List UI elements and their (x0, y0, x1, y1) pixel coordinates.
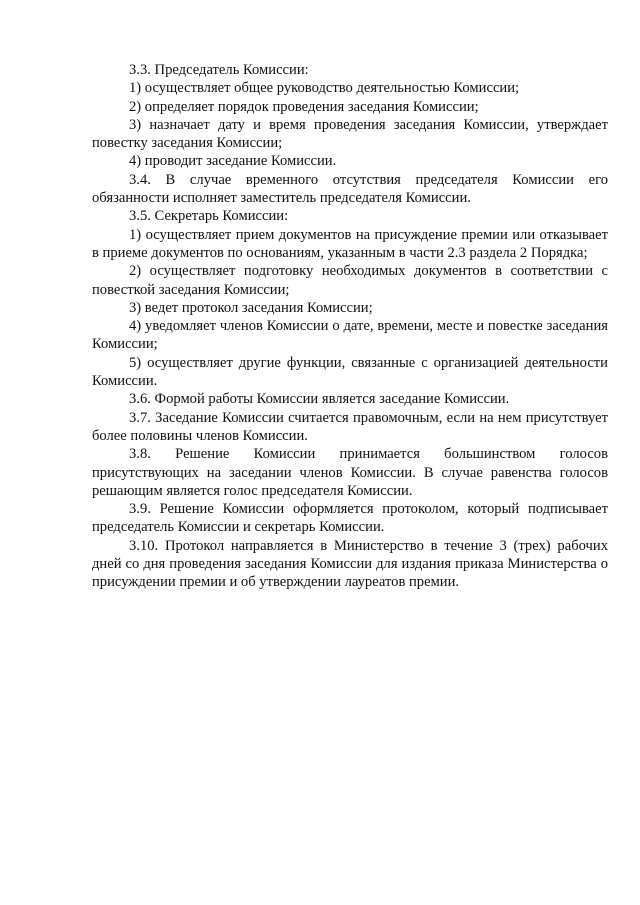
paragraph-3-3: 3.3. Председатель Комиссии: (129, 62, 309, 78)
paragraph-3-6: 3.6. Формой работы Комиссии является заседание Комиссии. (129, 391, 510, 408)
paragraph-3-3-item-3: 3) назначает дату и время проведения заседания Комиссии, утверждает повестку заседания Комиссии; (92, 116, 608, 152)
paragraph-3-3-item-4: 4) проводит заседание Комиссии. (129, 153, 337, 170)
paragraph-3-5-item-3: 3) ведет протокол заседания Комиссии; (129, 299, 373, 316)
paragraph-3-3-item-1: 1) осуществляет общее руководство деятельностью Комиссии; (129, 80, 520, 97)
paragraph-3-5-item-2: 2) осуществляет подготовку необходимых документов в соответствии с повесткой заседания Комиссии; (92, 263, 608, 298)
paragraph-3-4: 3.4. В случае временного отсутствия председателя Комиссии его обязанности исполняет заместитель председателя Комиссии. (92, 171, 608, 207)
paragraph-3-7: 3.7. Заседание Комиссии считается правомочным, если на нем присутствует более половины членов Комиссии. (92, 409, 608, 444)
paragraph-3-5-item-1: 1) осуществляет прием документов на присуждение премии или отказывает в приеме документов по основаниям, указанным в части 2.3 раздела 2 Порядка; (92, 226, 608, 261)
paragraph-3-5-item-4: 4) уведомляет членов Комиссии о дате, времени, месте и повестке заседания Комиссии; (92, 318, 608, 353)
paragraph-3-10: 3.10. Протокол направляется в Министерство в течение 3 (трех) рабочих дней со дня проведения заседания Комиссии для издания приказа Министерства о присуждении премии и об утверждении лауреатов премии. (92, 537, 608, 591)
paragraph-3-9: 3.9. Решение Комиссии оформляется протоколом, который подписывает председатель Комиссии и секретарь Комиссии. (92, 501, 608, 536)
paragraph-3-5-item-5: 5) осуществляет другие функции, связанные с организацией деятельности Комиссии. (92, 354, 608, 390)
document-body (92, 61, 608, 592)
paragraph-3-8: 3.8. Решение Комиссии принимается большинством голосов присутствующих на заседании членов Комиссии. В случае равенства голосов решающим является голос председателя Комиссии. (92, 446, 608, 499)
paragraph-3-3-item-2: 2) определяет порядок проведения заседания Комиссии; (129, 98, 479, 115)
paragraph-3-5: 3.5. Секретарь Комиссии: (129, 208, 289, 225)
